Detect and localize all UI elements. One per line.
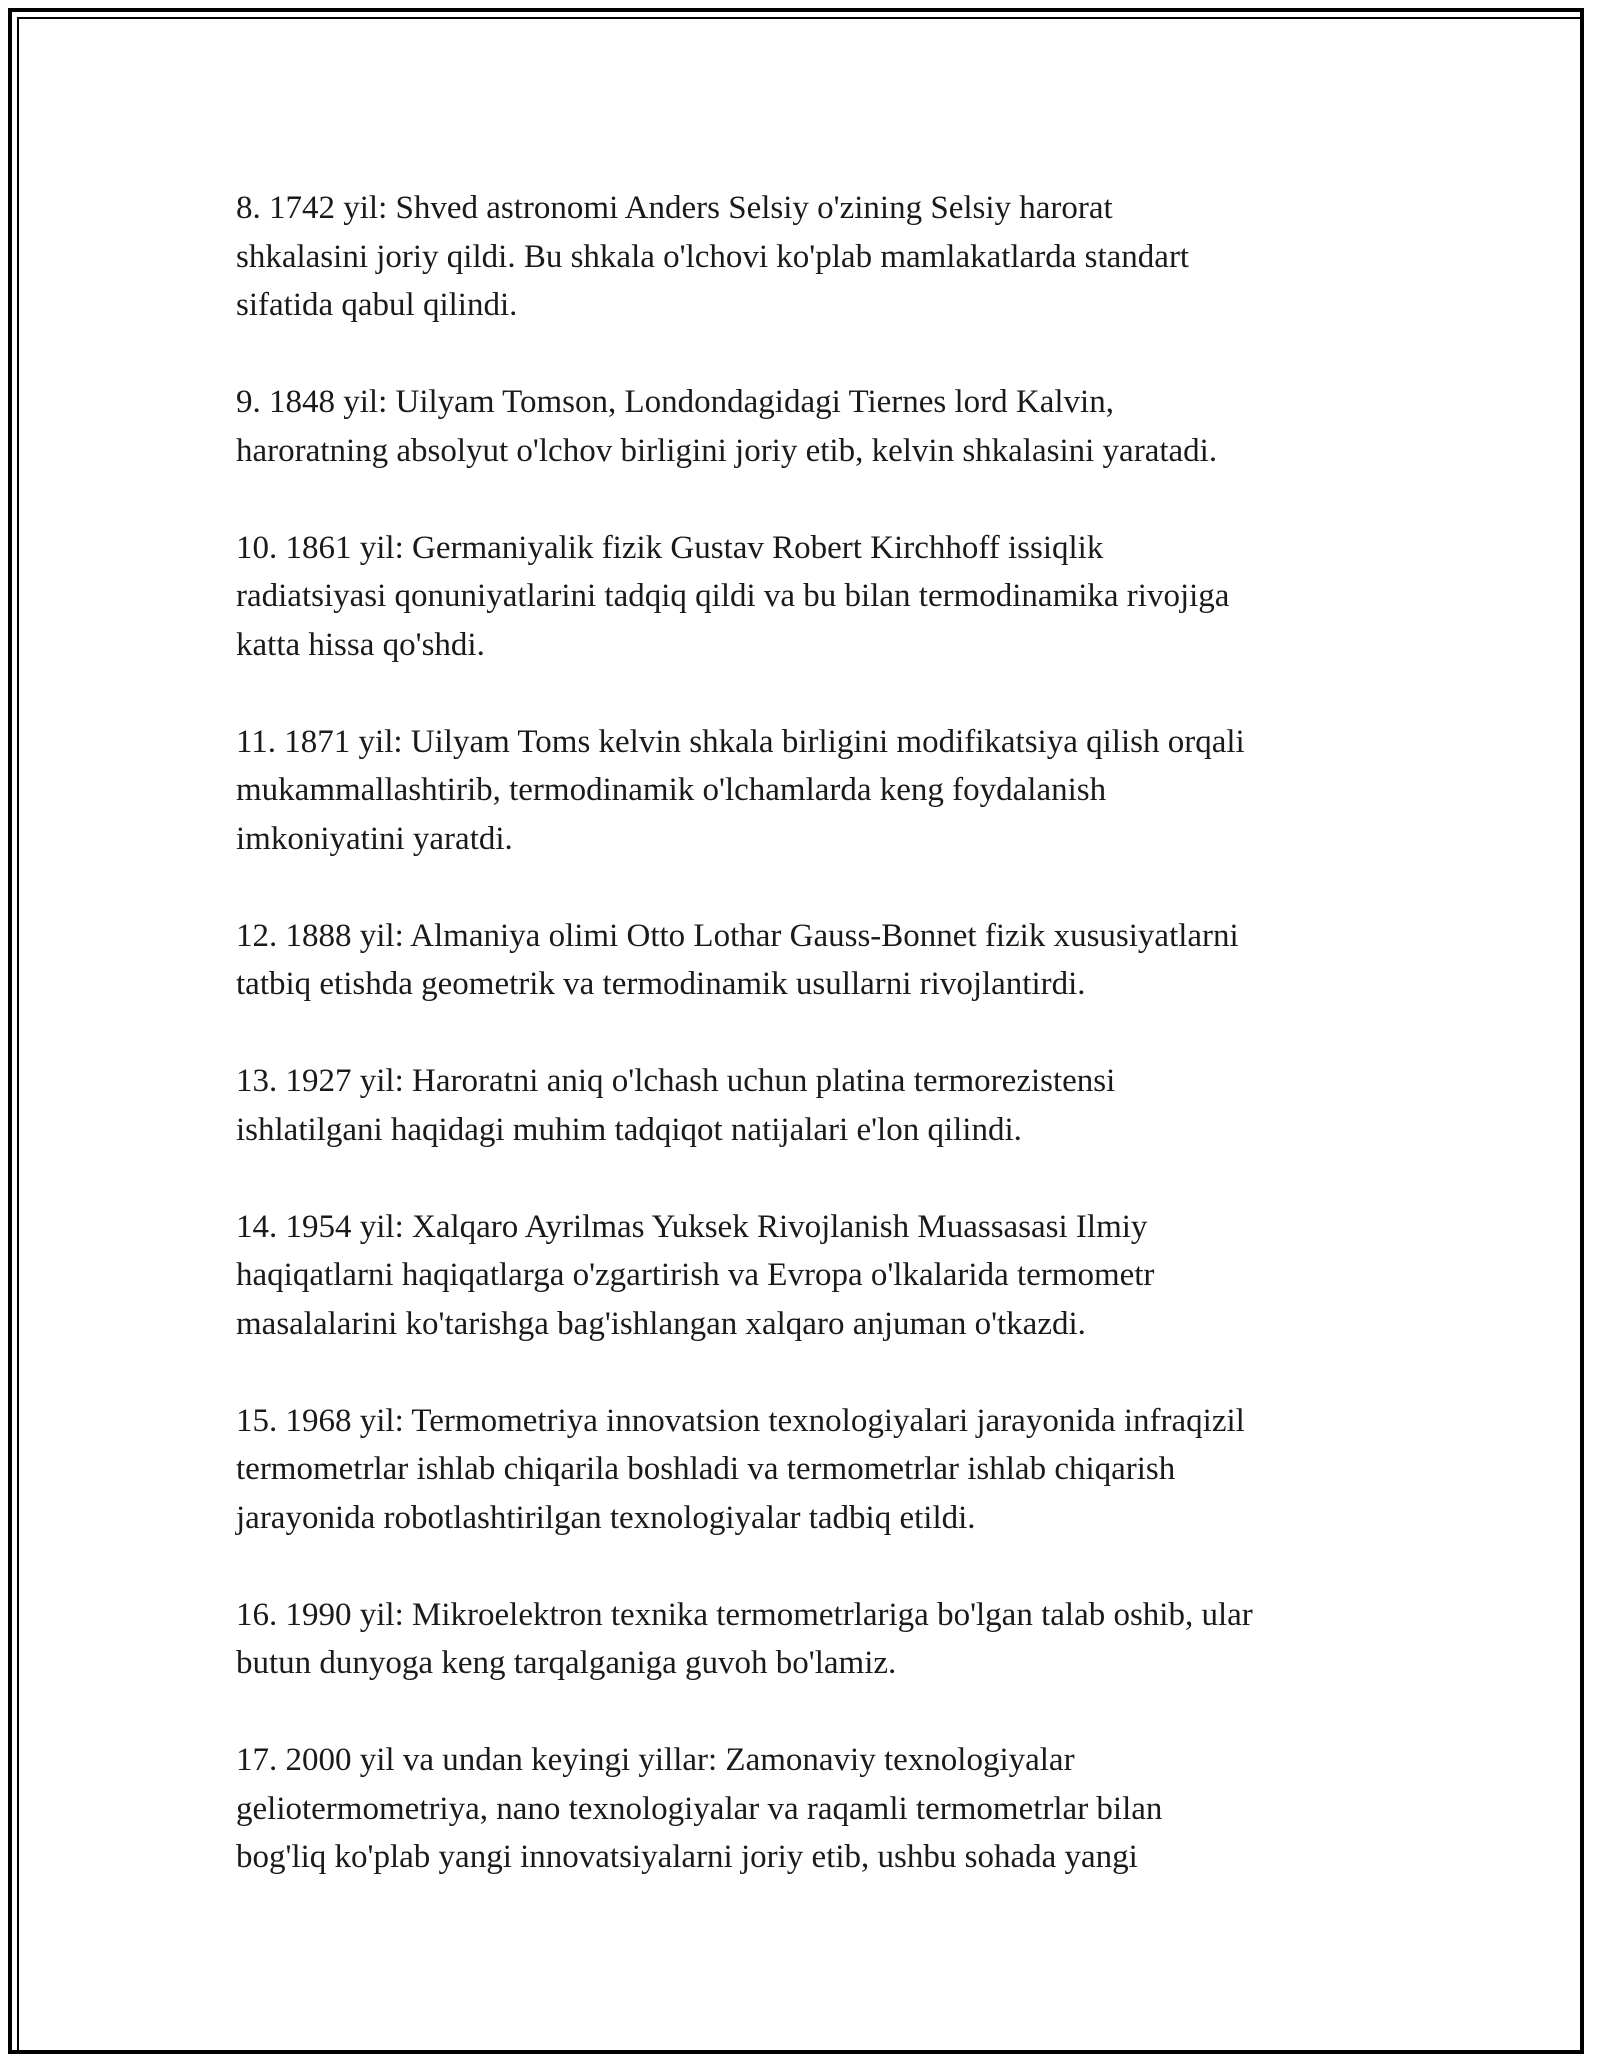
- document-body: [236, 184, 1386, 1930]
- timeline-entry-12: 12. 1888 yil: Almaniya olimi Otto Lothar Gauss-Bonnet fizik xususiyatlarni tatbiq etishda geometrik va termodinamik usullarni rivojlantirdi.: [236, 917, 1239, 1002]
- timeline-entry-11: 11. 1871 yil: Uilyam Toms kelvin shkala birligini modifikatsiya qilish orqali mukammallashtirib, termodinamik o'lchamlarda keng foydalanish imkoniyatini yaratdi.: [236, 723, 1245, 857]
- timeline-entry-17: 17. 2000 yil va undan keyingi yillar: Zamonaviy texnologiyalar geliotermometriya, nano texnologiyalar va raqamli termometrlar bilan bog'liq ko'plab yangi innovatsiyalarni joriy etib, ushbu sohada yangi: [236, 1742, 1163, 1875]
- timeline-entry-8: 8. 1742 yil: Shved astronomi Anders Selsiy o'zining Selsiy harorat shkalasini joriy qildi. Bu shkala o'lchovi ko'plab mamlakatlarda standart sifatida qabul qilindi.: [236, 190, 1190, 323]
- timeline-entry-10: 10. 1861 yil: Germaniyalik fizik Gustav Robert Kirchhoff issiqlik radiatsiyasi qonuniyatlarini tadqiq qildi va bu bilan termodinamika rivojiga katta hissa qo'shdi.: [236, 529, 1230, 663]
- timeline-entry-13: 13. 1927 yil: Haroratni aniq o'lchash uchun platina termorezistensi ishlatilgani haqidagi muhim tadqiqot natijalari e'lon qilindi.: [236, 1063, 1116, 1148]
- timeline-entry-16: 16. 1990 yil: Mikroelektron texnika termometrlariga bo'lgan talab oshib, ular butun dunyoga keng tarqalganiga guvoh bo'lamiz.: [236, 1596, 1253, 1681]
- timeline-entry-15: 15. 1968 yil: Termometriya innovatsion texnologiyalari jarayonida infraqizil termometrlar ishlab chiqarila boshladi va termometrlar ishlab chiqarish jarayonida robotlashtirilgan texnologiyalar tadbiq etildi.: [236, 1402, 1245, 1536]
- timeline-entry-14: 14. 1954 yil: Xalqaro Ayrilmas Yuksek Rivojlanish Muassasasi Ilmiy haqiqatlarni haqiqatlarga o'zgartirish va Evropa o'lkalarida termometr masalalarini ko'tarishga bag'ishlangan xalqaro anjuman o'tkazdi.: [236, 1208, 1155, 1342]
- timeline-entry-9: 9. 1848 yil: Uilyam Tomson, Londondagidagi Tiernes lord Kalvin, haroratning absolyut o'lchov birligini joriy etib, kelvin shkalasini yaratadi.: [236, 384, 1218, 469]
